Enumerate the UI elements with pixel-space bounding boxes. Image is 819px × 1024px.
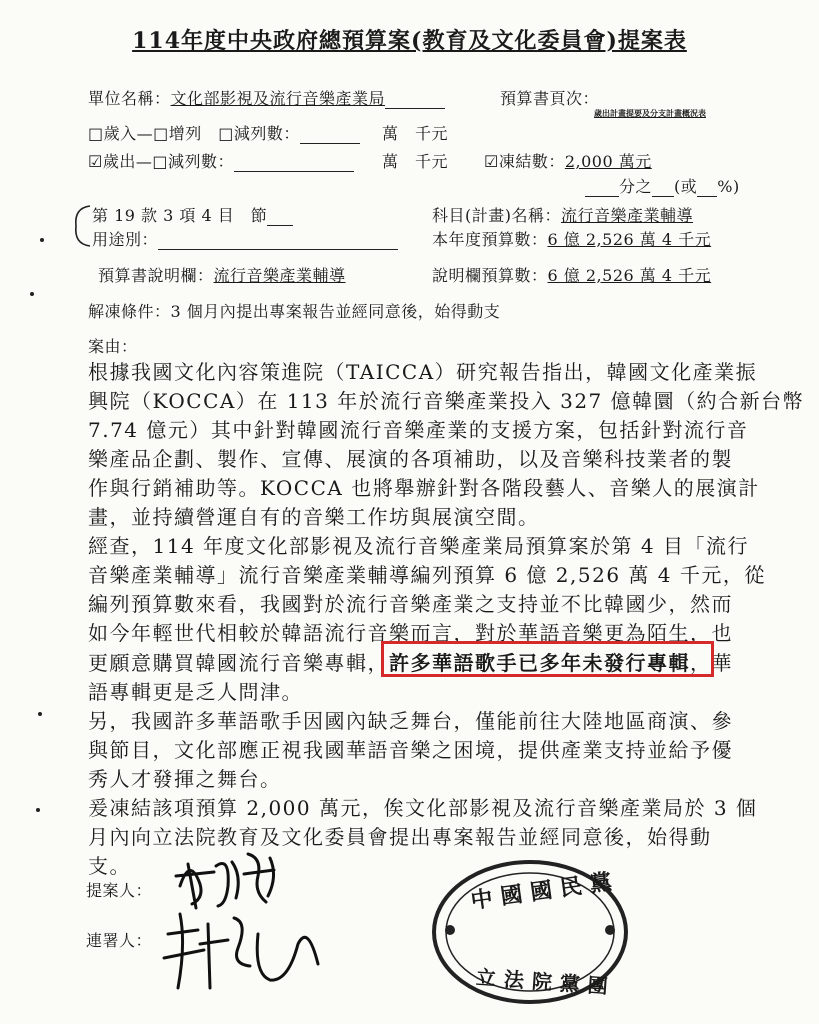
- page-title: [0, 24, 819, 55]
- fraction-row: 分之 (或 %): [585, 174, 740, 197]
- body-line: 支。: [88, 854, 131, 878]
- annual-row: 本年度預算數：6 億 2,526 萬 4 千元: [432, 230, 712, 249]
- subject-row: 科目(計畫)名稱：流行音樂產業輔導: [432, 206, 694, 225]
- highlight-box: [381, 641, 714, 677]
- body-line: 另，我國許多華語歌手因國內缺乏舞台，僅能前往大陸地區商演、參: [88, 709, 733, 733]
- budget-page-label: 預算書頁次：: [500, 89, 600, 108]
- highlighted-phrase: 許多華語歌手已多年未發行專輯: [389, 651, 690, 675]
- expense-unit-2: 萬 千元: [382, 152, 449, 171]
- desc-row: 預算書說明欄：流行音樂產業輔導: [98, 266, 346, 285]
- body-line: 語專輯更是乏人問津。: [88, 680, 303, 704]
- body-line: 興院（KOCCA）在 113 年於流行音樂產業投入 327 億韓圜（約合新台幣: [88, 389, 805, 413]
- freeze-value: 2,000 萬元: [564, 152, 652, 171]
- unit-value: 文化部影視及流行音樂產業局: [170, 89, 386, 108]
- seal-top-text: 中國國民黨: [469, 867, 622, 915]
- unit-row: [88, 86, 445, 109]
- body-line: 如今年輕世代相較於韓語流行音樂而言，對於華語音樂更為陌生，也: [88, 621, 733, 645]
- freeze-row: [484, 149, 652, 172]
- expense-line-2: ☑歲出—□減列數：: [88, 149, 354, 172]
- title-text: 年度中央政府總預算案(教育及文化委員會)提案表: [181, 28, 687, 54]
- body-line: 秀人才發揮之舞台。: [88, 767, 282, 791]
- body-line: 爰凍結該項預算 2,000 萬元，俟文化部影視及流行音樂產業局於 3 個: [88, 796, 758, 820]
- margin-mark: [38, 712, 42, 716]
- freeze-label: ☑凍結數：: [484, 152, 565, 171]
- body-line: 經查，114 年度文化部影視及流行音樂產業局預算案於第 4 目「流行: [88, 534, 749, 558]
- body-line-highlighted: 更願意購買韓國流行音樂專輯，許多華語歌手已多年未發行專輯，華: [88, 651, 733, 675]
- proposer-label: 提案人：: [86, 881, 153, 900]
- revenue-line-1: □歲入—□增列 □減列數：: [88, 121, 360, 144]
- body-line: 月內向立法院教育及文化委員會提出專案報告並經同意後，始得動: [88, 825, 712, 849]
- body-line: 樂產品企劃、製作、宣傳、展演的各項補助，以及音樂科技業者的製: [88, 447, 733, 471]
- bracket-mark: [72, 204, 92, 248]
- margin-mark: [30, 292, 34, 296]
- desc-amount-row: 說明欄預算數：6 億 2,526 萬 4 千元: [432, 266, 712, 285]
- unit-label: 單位名稱：: [88, 89, 171, 108]
- body-line: 音樂產業輔導」流行音樂產業輔導編列預算 6 億 2,526 萬 4 千元，從: [88, 563, 766, 587]
- title-year: 114: [132, 28, 182, 54]
- release-condition: 解凍條件：3 個月內提出專案報告並經同意後，始得動支: [88, 302, 501, 321]
- body-line: 畫，並持續營運自有的音樂工作坊與展演空間。: [88, 505, 540, 529]
- revenue-unit-1: 萬 千元: [382, 124, 449, 143]
- body-line: 7.74 億元）其中針對韓國流行音樂產業的支援方案，包括針對流行音: [88, 418, 749, 442]
- body-line: 編列預算數來看，我國對於流行音樂產業之支持並不比韓國少，然而: [88, 592, 733, 616]
- reason-label: 案由：: [88, 337, 138, 356]
- seal-bottom-text: 立法院黨團: [475, 965, 617, 999]
- item-line-a: 第 19 款 3 項 4 目 節: [92, 203, 293, 226]
- body-line: 作與行銷補助等。KOCCA 也將舉辦針對各階段藝人、音樂人的展演計: [88, 476, 760, 500]
- body-line: 根據我國文化內容策進院（TAICCA）研究報告指出，韓國文化產業振: [88, 360, 758, 384]
- budget-page-note: 歲出計畫提要及分支計畫概況表: [594, 108, 706, 118]
- use-row: 用途別：: [92, 227, 398, 250]
- cosigner-label: 連署人：: [86, 931, 153, 950]
- cosigner-signature: [158, 904, 338, 994]
- margin-mark: [40, 238, 44, 242]
- body-line: 與節目，文化部應正視我國華語音樂之困境，提供產業支持並給予優: [88, 738, 733, 762]
- margin-mark: [36, 808, 40, 812]
